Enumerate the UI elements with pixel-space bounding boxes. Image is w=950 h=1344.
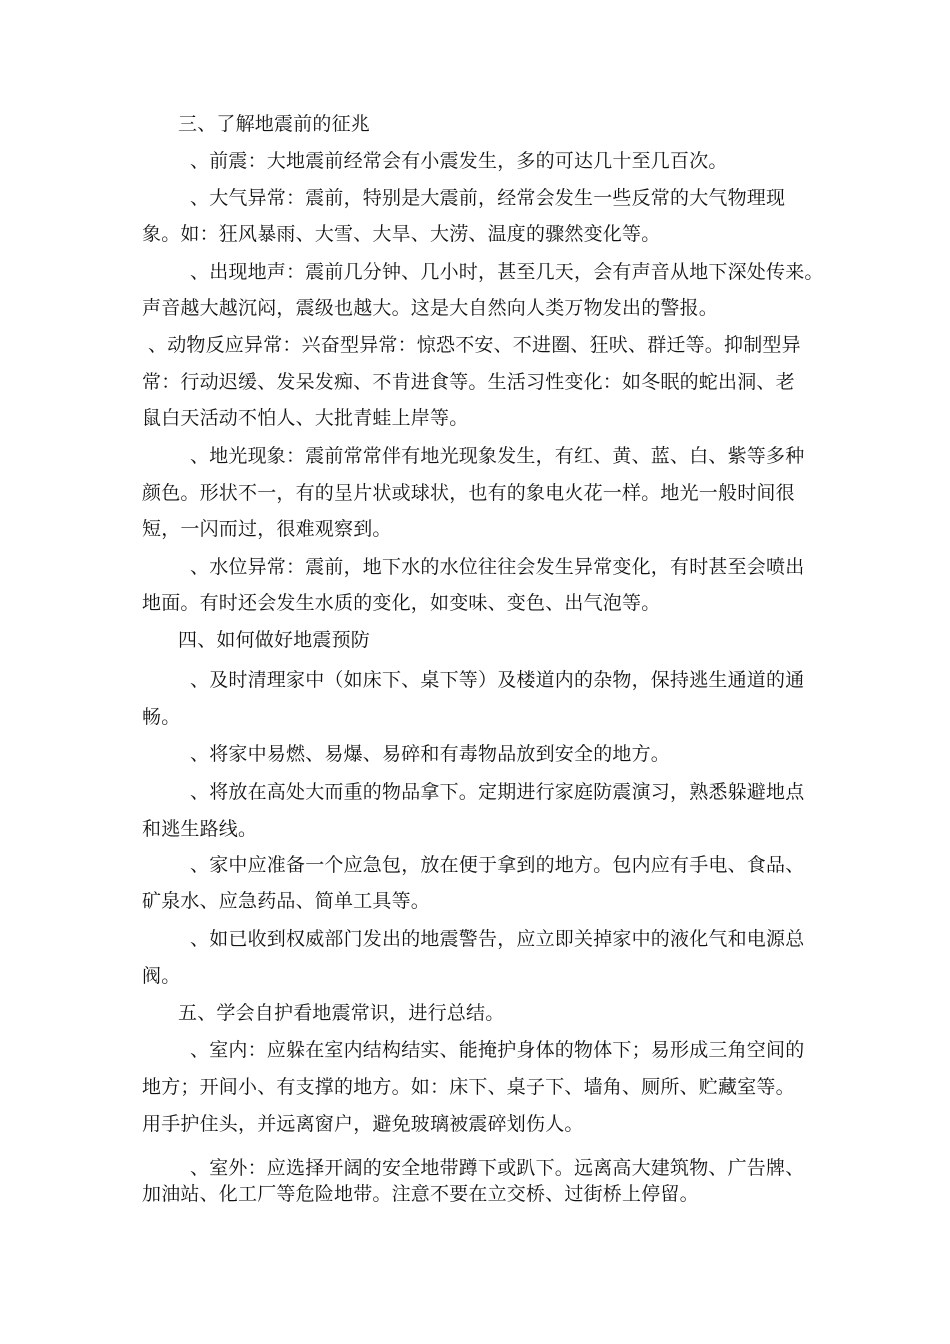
paragraph-line: 地方；开间小、有支撑的地方。如：床下、桌子下、墙角、厕所、贮藏室等。 [142, 1076, 795, 1098]
paragraph-line: 声音越大越沉闷，震级也越大。这是大自然向人类万物发出的警报。 [142, 297, 719, 319]
paragraph-line: 、家中应准备一个应急包，放在便于拿到的地方。包内应有手电、食品、 [190, 854, 805, 876]
section-heading-5: 五、学会自护看地震常识，进行总结。 [178, 1002, 505, 1024]
paragraph-line: 地面。有时还会发生水质的变化，如变味、变色、出气泡等。 [142, 592, 661, 614]
paragraph-line: 、前震：大地震前经常会有小震发生，多的可达几十至几百次。 [190, 150, 728, 172]
paragraph-line: 、出现地声：震前几分钟、几小时，甚至几天，会有声音从地下深处传来。 [190, 261, 824, 283]
paragraph-line: 、动物反应异常：兴奋型异常：惊恐不安、不进圈、狂吠、群迁等。抑制型异 [148, 334, 801, 356]
paragraph-line: 、将放在高处大而重的物品拿下。定期进行家庭防震演习，熟悉躲避地点 [190, 781, 805, 803]
paragraph-line: 鼠白天活动不怕人、大批青蛙上岸等。 [142, 407, 469, 429]
paragraph-line: 、室内：应躲在室内结构结实、能掩护身体的物体下；易形成三角空间的 [190, 1039, 805, 1061]
paragraph-line: 、室外：应选择开阔的安全地带蹲下或趴下。远离高大建筑物、广告牌、 [190, 1157, 805, 1179]
paragraph-line: 、大气异常：震前，特别是大震前，经常会发生一些反常的大气物理现 [190, 187, 786, 209]
paragraph-line: 、水位异常：震前，地下水的水位往往会发生异常变化，有时甚至会喷出 [190, 556, 805, 578]
paragraph-line: 短，一闪而过，很难观察到。 [142, 518, 392, 540]
paragraph-line: 颜色。形状不一，有的呈片状或球状，也有的象电火花一样。地光一般时间很 [142, 482, 795, 504]
paragraph-line: 象。如：狂风暴雨、大雪、大旱、大涝、温度的骤然变化等。 [142, 223, 661, 245]
section-heading-4: 四、如何做好地震预防 [178, 629, 371, 651]
paragraph-line: 和逃生路线。 [142, 818, 258, 840]
paragraph-line: 矿泉水、应急药品、简单工具等。 [142, 890, 431, 912]
section-heading-3: 三、了解地震前的征兆 [178, 113, 371, 135]
paragraph-line: 、将家中易燃、易爆、易碎和有毒物品放到安全的地方。 [190, 743, 671, 765]
paragraph-line: 用手护住头，并远离窗户，避免玻璃被震碎划伤人。 [142, 1113, 584, 1135]
paragraph-line: 加油站、化工厂等危险地带。注意不要在立交桥、过街桥上停留。 [142, 1183, 699, 1205]
paragraph-line: 、地光现象：震前常常伴有地光现象发生，有红、黄、蓝、白、紫等多种 [190, 445, 805, 467]
paragraph-line: 、及时清理家中（如床下、桌下等）及楼道内的杂物，保持逃生通道的通 [190, 669, 805, 691]
paragraph-line: 、如已收到权威部门发出的地震警告，应立即关掉家中的液化气和电源总 [190, 928, 805, 950]
paragraph-line: 阀。 [142, 965, 181, 987]
paragraph-line: 常：行动迟缓、发呆发痴、不肯进食等。生活习性变化：如冬眠的蛇出洞、老 [142, 371, 795, 393]
paragraph-line: 畅。 [142, 706, 181, 728]
